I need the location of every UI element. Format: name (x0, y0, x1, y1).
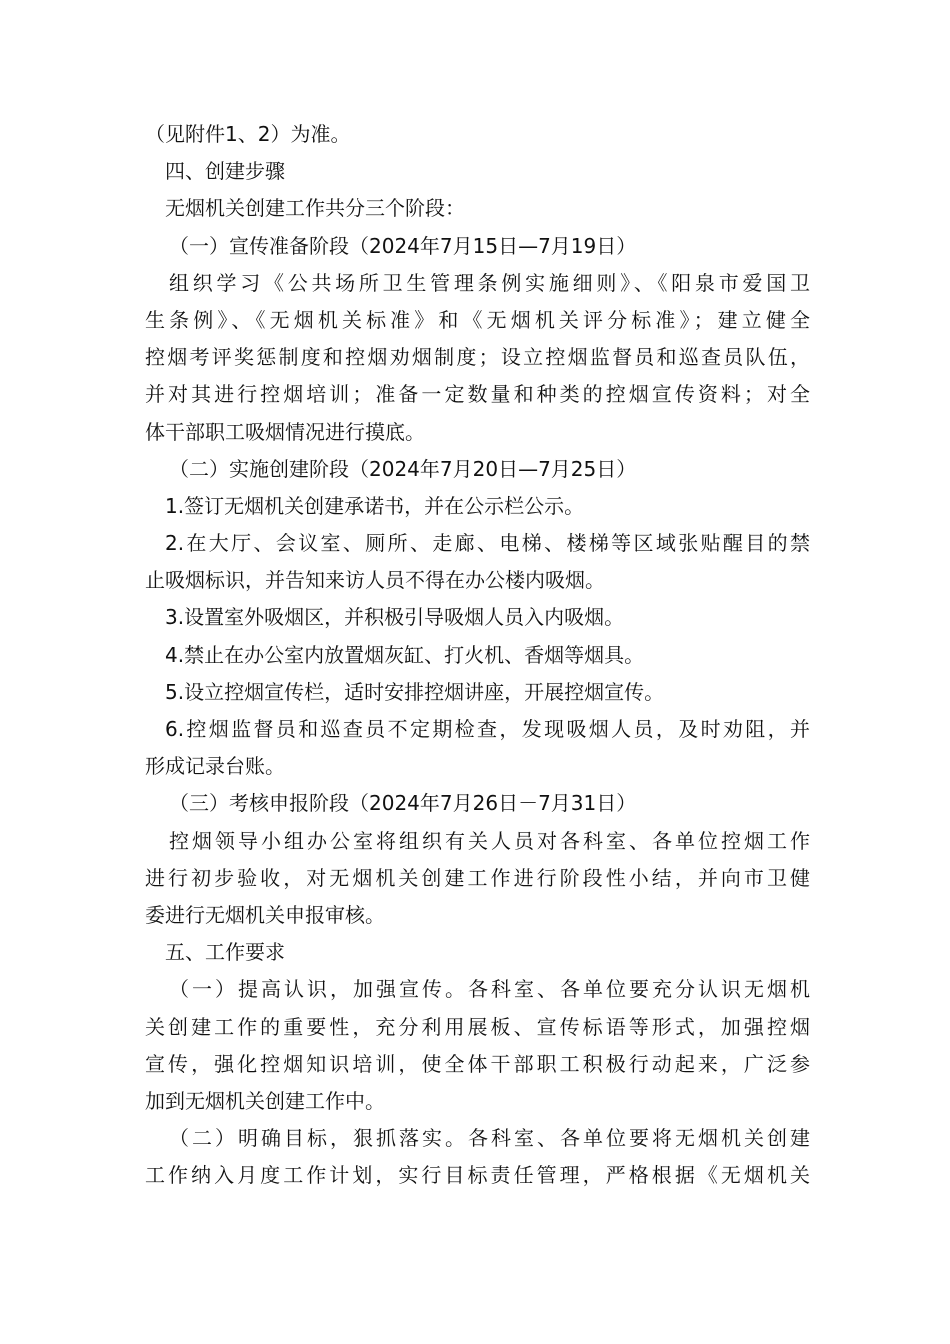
document-line: 6.控烟监督员和巡查员不定期检查，发现吸烟人员，及时劝阻，并 (165, 717, 810, 741)
document-line: （见附件1、2）为准。 (145, 122, 351, 146)
document-line: 控烟领导小组办公室将组织有关人员对各科室、各单位控烟工作 (169, 828, 810, 853)
document-line: 工作纳入月度工作计划，实行目标责任管理，严格根据《无烟机关 (145, 1163, 810, 1188)
document-line: 宣传，强化控烟知识培训，使全体干部职工积极行动起来，广泛参 (145, 1051, 810, 1076)
document-line: 控烟考评奖惩制度和控烟劝烟制度；设立控烟监督员和巡查员队伍， (145, 345, 810, 370)
document-line: 3.设置室外吸烟区，并积极引导吸烟人员入内吸烟。 (165, 605, 625, 630)
document-line: 关创建工作的重要性，充分利用展板、宣传标语等形式，加强控烟 (145, 1014, 810, 1039)
document-line: 体干部职工吸烟情况进行摸底。 (145, 419, 425, 444)
document-line: 四、创建步骤 (165, 159, 285, 184)
document-line: 进行初步验收，对无烟机关创建工作进行阶段性小结，并向市卫健 (145, 865, 810, 890)
document-line: 形成记录台账。 (145, 754, 285, 779)
document-line: （三）考核申报阶段（2024年7月26日－7月31日） (169, 791, 637, 816)
document-line: 并对其进行控烟培训；准备一定数量和种类的控烟宣传资料；对全 (145, 382, 810, 407)
document-line: 委进行无烟机关申报审核。 (145, 902, 385, 927)
document-line: 加到无烟机关创建工作中。 (145, 1088, 385, 1113)
document-line: 4.禁止在办公室内放置烟灰缸、打火机、香烟等烟具。 (165, 642, 645, 667)
document-line: 生条例》、《无烟机关标准》和《无烟机关评分标准》；建立健全 (145, 307, 810, 332)
document-line: 无烟机关创建工作共分三个阶段： (165, 196, 465, 221)
document-line: （一）提高认识，加强宣传。各科室、各单位要充分认识无烟机 (169, 977, 810, 1002)
document-line: （一）宣传准备阶段（2024年7月15日—7月19日） (169, 233, 637, 258)
document-body (145, 116, 810, 1194)
document-line: 止吸烟标识，并告知来访人员不得在办公楼内吸烟。 (145, 568, 605, 593)
document-line: 五、工作要求 (165, 940, 285, 965)
document-line: 2.在大厅、会议室、厕所、走廊、电梯、楼梯等区域张贴醒目的禁 (165, 531, 810, 556)
document-line: 5.设立控烟宣传栏，适时安排控烟讲座，开展控烟宣传。 (165, 679, 665, 704)
document-line: 组织学习《公共场所卫生管理条例实施细则》、《阳泉市爱国卫 (169, 270, 810, 295)
document-line: （二）实施创建阶段（2024年7月20日—7月25日） (169, 456, 637, 481)
document-line: 1.签订无烟机关创建承诺书，并在公示栏公示。 (165, 493, 585, 518)
document-line: （二）明确目标，狠抓落实。各科室、各单位要将无烟机关创建 (169, 1126, 810, 1151)
